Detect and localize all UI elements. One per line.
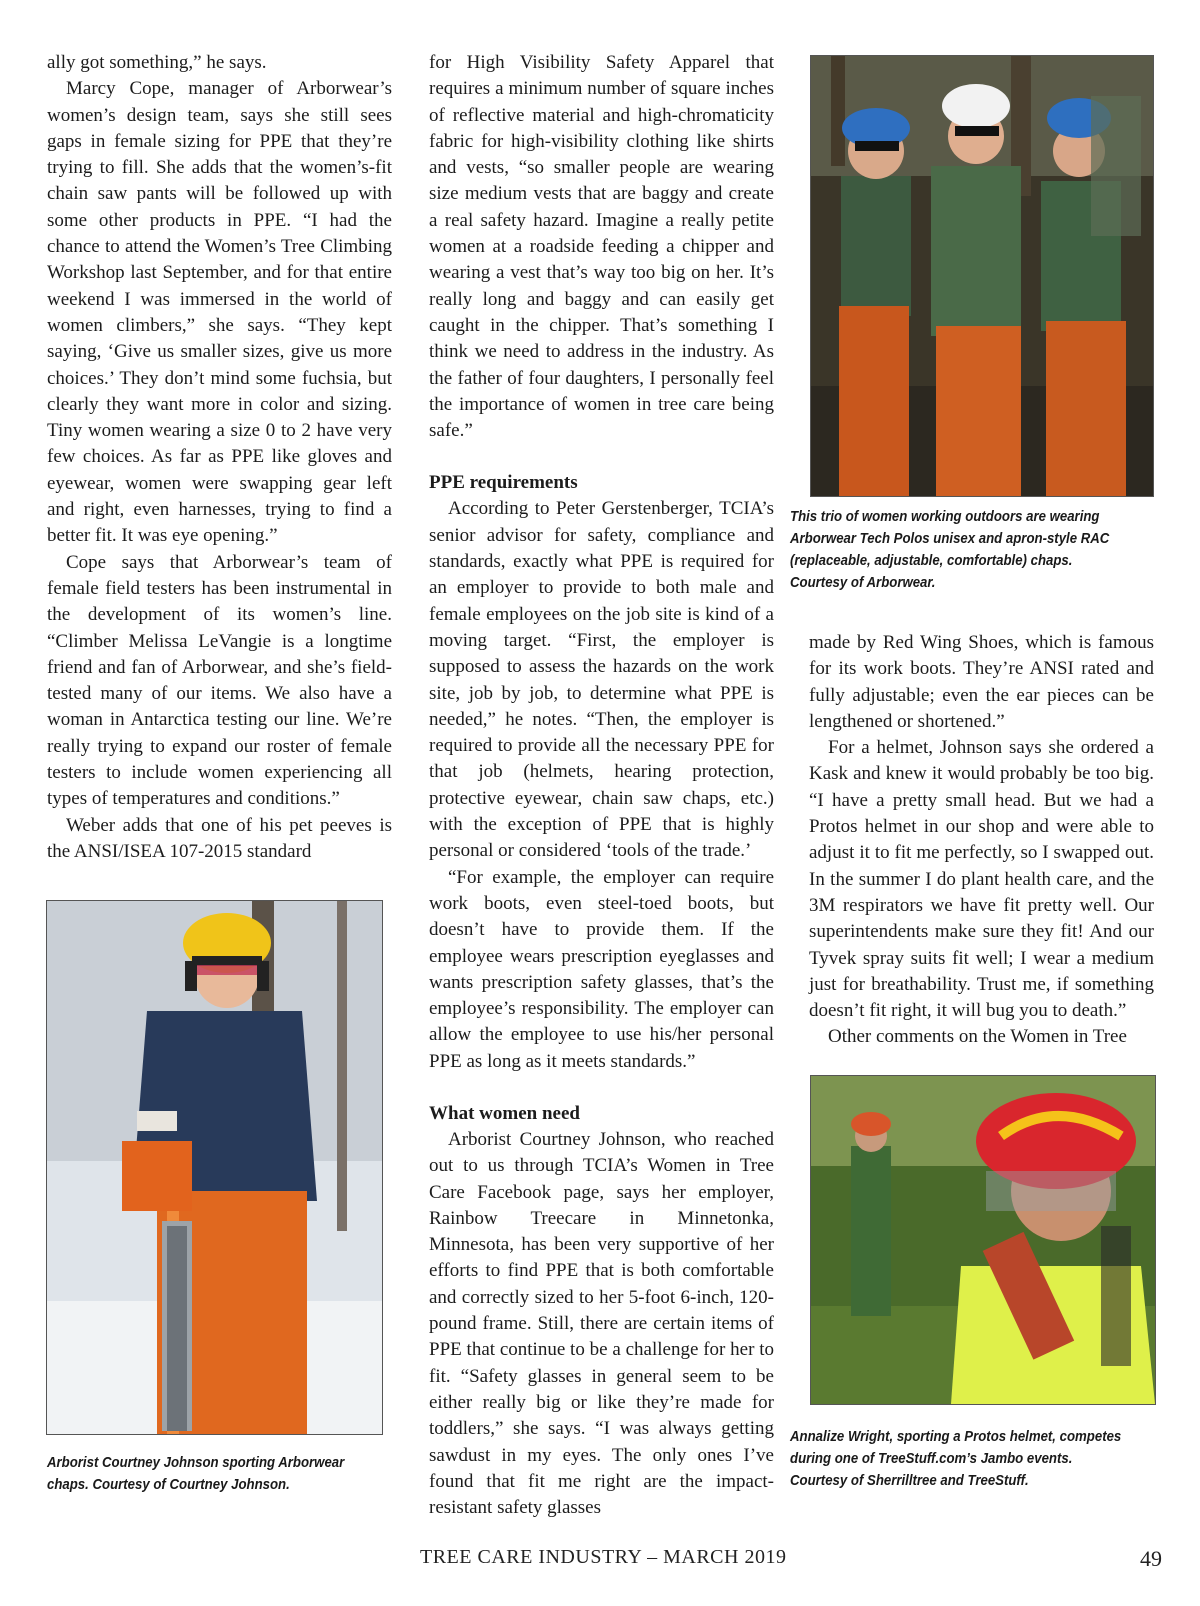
paragraph: “For example, the employer can require work boots, even steel-toed boots, but doesn’t have to provide them. If the employee wears prescription eyeglasses and wants prescription safety glasses, that’s the employee’s responsibility. The employer can allow the employee to use his/her personal PPE as long as it meets standards.” (429, 866, 774, 1072)
paragraph: According to Peter Gerstenberger, TCIA’s senior advisor for safety, compliance and standards, exactly what PPE is required for an employer to provide to both male and female employees on the job site is kind of a moving target. “First, the employer is supposed to assess the hazards on the work site, job by job, to determine what PPE is needed,” he notes. “Then, the employer is required to provide all the necessary PPE for that job (helmets, hearing protection, protective eyewear, chain saw chaps, etc.) with the exception of PPE that is highly personal or considered ‘tools of the trade.’ (429, 498, 774, 862)
article-column-3 (809, 630, 1154, 1051)
paragraph: made by Red Wing Shoes, which is famous for its work boots. They’re ANSI rated and fully adjustable; even the ear pieces can be lengthened or shortened.” (809, 632, 1154, 732)
paragraph: ally got something,” he says. (47, 52, 267, 73)
paragraph: Arborist Courtney Johnson, who reached out to us through TCIA’s Women in Tree Care Facebook page, says her employer, Rainbow Treecare in Minnetonka, Minnesota, has been very supportive of her efforts to find PPE that is both comfortable and correctly sized to her 5-foot 6-inch, 120-pound frame. Still, there are certain items of PPE that continue to be a challenge for her to fit. “Safety glasses in general seem to be either really big or like they’re made for toddlers,” she says. “I was always getting sawdust in my eyes. The only ones I’ve found that fit me right are the impact-resistant safety glasses (429, 1128, 774, 1519)
article-column-2 (429, 50, 774, 1521)
paragraph: Cope says that Arborwear’s team of female field testers has been instrumental in the development of its women’s line. “Climber Melissa LeVangie is a longtime friend and fan of Arborwear, and she’s field-tested many of our items. We also have a woman in Antarctica testing our line. We’re really trying to expand our roster of female testers to include women experiencing all types of temperatures and conditions.” (47, 551, 392, 810)
article-column-1 (47, 50, 392, 865)
photo-trio-women-arborists (810, 55, 1154, 497)
paragraph: for High Visibility Safety Apparel that requires a minimum number of square inches of reflective material and high-chromaticity fabric for high-visibility clothing like shirts and vests, “so smaller people are wearing size medium vests that are baggy and create a real safety hazard. Imagine a really petite women at a roadside feeding a chipper and wearing a vest that’s way too big on her. It’s really long and baggy and can easily get caught in the chipper. That’s something I think we need to address in the industry. As the father of four daughters, I personally feel the importance of women in tree care being safe.” (429, 52, 774, 442)
paragraph: Marcy Cope, manager of Arborwear’s women’s design team, says she still sees gaps in female sizing for PPE that they’re trying to fill. She adds that the women’s-fit chain saw pants will be followed up with some other products in PPE. “I had the chance to attend the Women’s Tree Climbing Workshop last September, and for that entire weekend I was immersed in the world of women climbers,” she says. “They kept saying, ‘Give us smaller sizes, give us more choices.’ They don’t mind some fuchsia, but clearly they want more in color and sizing. Tiny women wearing a size 0 to 2 have very few choices. As far as PPE like gloves and eyewear, women were swapping gear left and right, even harnesses, trying to find a better fit. It was eye opening.” (47, 78, 392, 547)
footer-publication-title: TREE CARE INDUSTRY – MARCH 2019 (420, 1546, 787, 1568)
photo-courtney-johnson-chainsaw (46, 900, 383, 1435)
paragraph: Other comments on the Women in Tree (828, 1026, 1127, 1048)
caption-courtney-photo: Arborist Courtney Johnson sporting Arborwear chaps. Courtesy of Courtney Johnson. (47, 1454, 345, 1493)
section-heading-what-women-need: What women need (429, 1102, 580, 1124)
page-number: 49 (1140, 1546, 1162, 1571)
paragraph: Weber adds that one of his pet peeves is the ANSI/ISEA 107-2015 standard (47, 814, 392, 862)
photo-annalize-wright-helmet (810, 1075, 1156, 1405)
paragraph: For a helmet, Johnson says she ordered a Kask and knew it would probably be too big. “I have a pretty small head. But we had a Protos helmet in our shop and were able to adjust it to fit me perfectly, so I swapped out. In the summer I do plant health care, and the 3M respirators we have fit pretty well. Our superintendents make sure they fit! And our Tyvek spray suits fit well; I wear a medium just for breathability. Trust me, if something doesn’t fit right, it will bug you to death.” (809, 737, 1154, 1022)
caption-trio-photo: This trio of women working outdoors are wearing Arborwear Tech Polos unisex and apron-style RAC (replaceable, adjustable, comfortable) chaps. Courtesy of Arborwear. (790, 508, 1110, 591)
caption-annalize-photo: Annalize Wright, sporting a Protos helmet, competes during one of TreeStuff.com’s Jambo events. Courtesy of Sherrilltree and TreeStuff. (790, 1428, 1122, 1489)
section-heading-ppe-requirements: PPE requirements (429, 472, 578, 494)
